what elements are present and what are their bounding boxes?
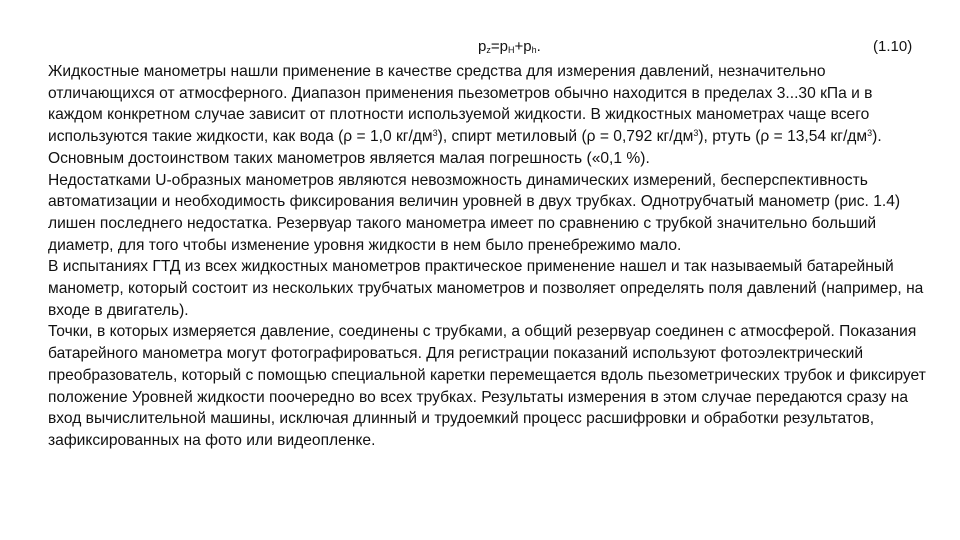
- paragraph-text: ). Основным достоинством таких манометров является малая погрешность («0,1 %).: [48, 128, 882, 167]
- paragraph-text: ), ртуть (ρ = 13,54 кг/дм: [698, 128, 868, 146]
- paragraph-liquid-manometers: [48, 61, 928, 170]
- paragraph-measurement-points: Точки, в которых измеряется давление, соединены с трубками, а общий резервуар соединен с атмосферой. Показания батарейного манометра могут фотографироваться. Для регистрации показаний используют фотоэлектрический преобразователь, который с помощью специальной каретки перемещается вдоль пьезометрических трубок и фиксирует положение Уровней жидкости поочередно во всех трубках. Результаты измерения в этом случае передаются сразу на вход вычислительной машины, исключая длинный и трудоемкий процесс расшифровки и обработки результатов, зафиксированных на фото или видеопленке.: [48, 323, 926, 449]
- superscript-3: 3: [693, 128, 699, 139]
- formula-p: p: [478, 38, 487, 55]
- body-text: [48, 61, 928, 452]
- equation: [478, 38, 541, 55]
- paragraph-text: ), спирт метиловый (ρ = 0,792 кг/дм: [437, 128, 694, 146]
- paragraph-text: Жидкостные манометры нашли применение в качестве средства для измерения давлений, незначительно отличающихся от атмосферного. Диапазон применения пьезометров обычно находится в пределах 3...30 кПа и в каждом конкретном случае зависит от плотности используемой жидкости. В жидкостных манометрах чаще всего используются такие жидкости, как вода (ρ = 1,0 кг/дм: [48, 63, 873, 146]
- formula-sub-h-upper: H: [507, 45, 515, 55]
- formula-equals: =p: [490, 38, 508, 55]
- formula-plus: +p: [514, 38, 532, 55]
- formula-line: [0, 38, 960, 60]
- paragraph-u-tube-drawbacks: Недостатками U-образных манометров являются невозможность динамических измерений, бесперспективность автоматизации и необходимость фиксирования величин уровней в двух трубках. Однотрубчатый манометр (рис. 1.4) лишен последнего недостатка. Резервуар такого манометра имеет по сравнению с трубкой значительно больший диаметр, для того чтобы изменение уровня жидкости в нем было пренебрежимо мало.: [48, 171, 901, 254]
- formula-period: .: [536, 38, 541, 55]
- formula-sub-h-lower: h: [531, 45, 537, 55]
- paragraph-battery-manometer: В испытаниях ГТД из всех жидкостных манометров практическое применение нашел и так называемый батарейный манометр, который состоит из нескольких трубчатых манометров и позволяет определять поля давлений (например, на входе в двигатель).: [48, 258, 924, 319]
- equation-number: (1.10): [873, 38, 913, 55]
- formula-sub-z: z: [486, 45, 491, 55]
- superscript-3: 3: [867, 128, 873, 139]
- superscript-3: 3: [432, 128, 438, 139]
